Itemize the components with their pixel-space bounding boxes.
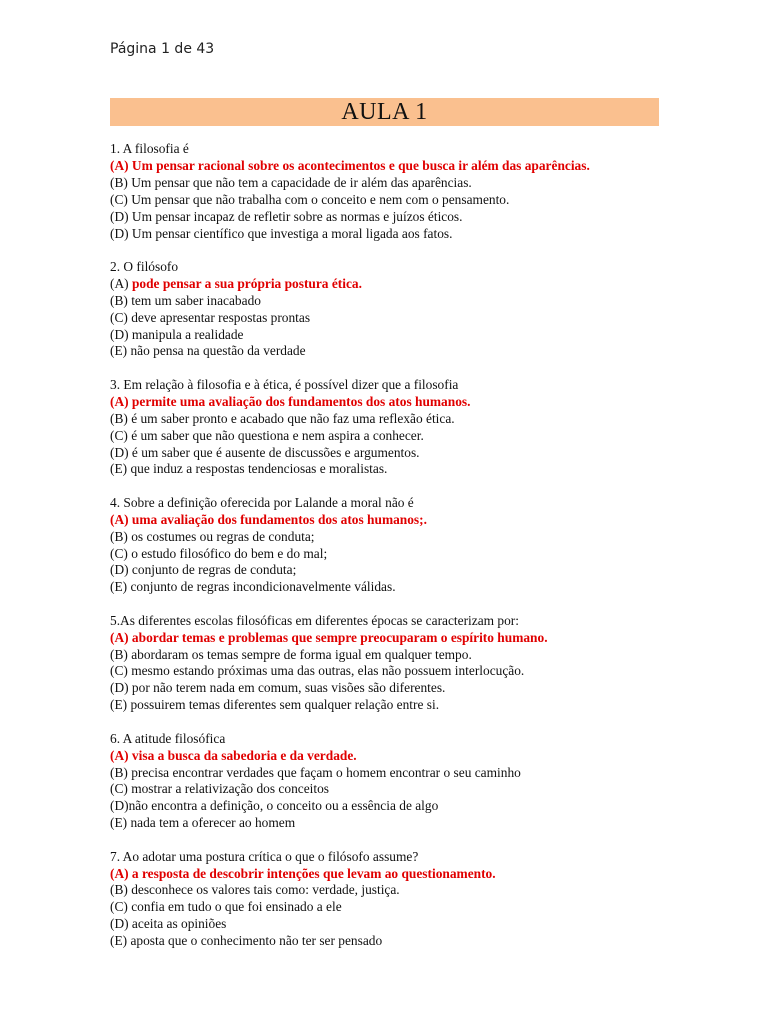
answer-option: (B) tem um saber inacabado <box>110 292 261 308</box>
answer-option: (B) precisa encontrar verdades que façam o homem encontrar o seu caminho <box>110 764 521 780</box>
question-4 <box>110 495 670 596</box>
question-stem: 5.As diferentes escolas filosóficas em diferentes épocas se caracterizam por: <box>110 612 519 628</box>
answer-option: (C) mesmo estando próximas uma das outras, elas não possuem interlocução. <box>110 663 525 679</box>
answer-option: (D) manipula a realidade <box>110 326 244 342</box>
question-3 <box>110 377 670 478</box>
answer-option: (E) conjunto de regras incondicionavelmente válidas. <box>110 579 396 595</box>
answer-option: (C) o estudo filosófico do bem e do mal; <box>110 545 328 561</box>
correct-answer: (A) a resposta de descobrir intenções que levam ao questionamento. <box>110 865 496 881</box>
question-stem: 1. A filosofia é <box>110 141 189 156</box>
question-list <box>110 141 670 967</box>
answer-option: (B) Um pensar que não tem a capacidade de ir além das aparências. <box>110 174 472 190</box>
question-stem: 2. O filósofo <box>110 258 179 274</box>
answer-option: (B) é um saber pronto e acabado que não faz uma reflexão ética. <box>110 410 455 426</box>
answer-option: (D) conjunto de regras de conduta; <box>110 562 297 578</box>
answer-option: (C) mostrar a relativização dos conceitos <box>110 781 329 797</box>
correct-answer: (A) uma avaliação dos fundamentos dos atos humanos;. <box>110 511 427 527</box>
page-title: AULA 1 <box>341 98 428 125</box>
question-stem: 4. Sobre a definição oferecida por Lalande a moral não é <box>110 494 414 510</box>
answer-option: (B) desconhece os valores tais como: verdade, justiça. <box>110 882 400 898</box>
answer-option: (E) que induz a respostas tendenciosas e moralistas. <box>110 461 388 477</box>
question-6 <box>110 731 670 832</box>
page-number: Página 1 de 43 <box>110 41 215 57</box>
answer-option: (E) não pensa na questão da verdade <box>110 343 306 359</box>
question-1 <box>110 141 670 242</box>
answer-letter: (A) <box>110 275 132 291</box>
question-7 <box>110 849 670 950</box>
answer-option: (B) os costumes ou regras de conduta; <box>110 528 315 544</box>
answer-option: (E) nada tem a oferecer ao homem <box>110 815 296 831</box>
correct-answer: (A) abordar temas e problemas que sempre preocuparam o espírito humano. <box>110 629 548 645</box>
answer-option: (D) é um saber que é ausente de discussões e argumentos. <box>110 444 420 460</box>
answer-option: (D) Um pensar incapaz de refletir sobre as normas e juízos éticos. <box>110 208 463 224</box>
answer-option: (D) por não terem nada em comum, suas visões são diferentes. <box>110 680 446 696</box>
title-banner <box>110 98 659 126</box>
answer-line <box>110 276 670 293</box>
correct-answer: pode pensar a sua própria postura ética. <box>131 275 362 291</box>
answer-option: (C) Um pensar que não trabalha com o conceito e nem com o pensamento. <box>110 191 510 207</box>
answer-option: (E) possuirem temas diferentes sem qualquer relação entre si. <box>110 697 440 713</box>
answer-option: (B) abordaram os temas sempre de forma igual em qualquer tempo. <box>110 646 472 662</box>
question-5 <box>110 613 670 714</box>
question-stem: 3. Em relação à filosofia e à ética, é possível dizer que a filosofia <box>110 376 459 392</box>
answer-option: (C) confia em tudo o que foi ensinado a ele <box>110 899 342 915</box>
answer-option: (E) aposta que o conhecimento não ter ser pensado <box>110 933 383 949</box>
question-2 <box>110 259 670 360</box>
question-stem: 7. Ao adotar uma postura crítica o que o filósofo assume? <box>110 848 419 864</box>
correct-answer: (A) Um pensar racional sobre os acontecimentos e que busca ir além das aparências. <box>110 157 590 173</box>
answer-option: (D) Um pensar científico que investiga a moral ligada aos fatos. <box>110 225 453 241</box>
answer-option: (D)não encontra a definição, o conceito ou a essência de algo <box>110 798 439 814</box>
answer-option: (D) aceita as opiniões <box>110 916 227 932</box>
correct-answer: (A) permite uma avaliação dos fundamentos dos atos humanos. <box>110 393 471 409</box>
answer-option: (C) deve apresentar respostas prontas <box>110 309 311 325</box>
question-stem: 6. A atitude filosófica <box>110 730 226 746</box>
answer-option: (C) é um saber que não questiona e nem aspira a conhecer. <box>110 427 424 443</box>
correct-answer: (A) visa a busca da sabedoria e da verdade. <box>110 747 357 763</box>
